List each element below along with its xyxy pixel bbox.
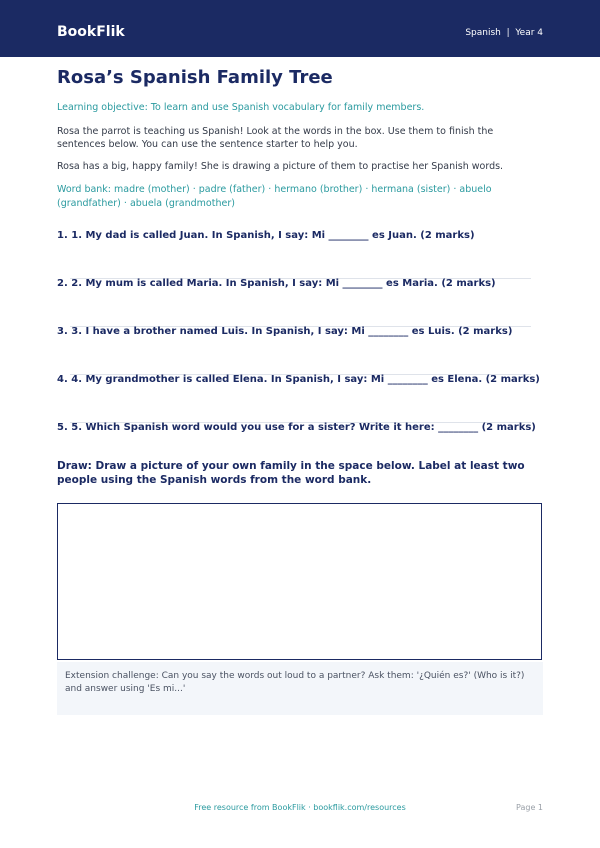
intro-paragraph: Rosa has a big, happy family! She is drawing a picture of them to practise her Spanish words.: [57, 161, 504, 172]
question-2: 2. 2. My mum is called Maria. In Spanish, I say: Mi ________ es Maria. (2 marks): [57, 278, 496, 289]
question-5: 5. 5. Which Spanish word would you use for a sister? Write it here: ________ (2 marks): [57, 422, 536, 433]
footer-credit: Free resource from BookFlik · bookflik.com/resources: [194, 803, 406, 812]
question-4: 4. 4. My grandmother is called Elena. In Spanish, I say: Mi ________ es Elena. (2 marks): [57, 374, 540, 385]
page-title: Rosa’s Spanish Family Tree: [57, 67, 333, 88]
page-number: Page 1: [516, 803, 543, 812]
word-bank: Word bank: madre (mother) · padre (father) · hermano (brother) · hermana (sister) · abuelo (grandfather) · abuela (grandmother): [57, 184, 492, 209]
draw-task: Draw: Draw a picture of your own family in the space below. Label at least two people using the Spanish words from the word bank.: [57, 460, 525, 486]
subject-year-label: Spanish | Year 4: [465, 28, 543, 38]
intro-paragraph: Rosa the parrot is teaching us Spanish! Look at the words in the box. Use them to finish the sentences below. You can use the sentence starter to help you.: [57, 126, 494, 150]
question-3: 3. 3. I have a brother named Luis. In Spanish, I say: Mi ________ es Luis. (2 marks): [57, 326, 513, 337]
drawing-box[interactable]: [57, 503, 542, 660]
learning-objective: Learning objective: To learn and use Spanish vocabulary for family members.: [57, 102, 425, 113]
extension-challenge: Extension challenge: Can you say the words out loud to a partner? Ask them: '¿Quién es?' (Who is it?) and answer using 'Es mi...': [57, 662, 543, 715]
brand-logo: BookFlik: [57, 24, 125, 40]
header-bar: [0, 0, 600, 57]
question-1: 1. 1. My dad is called Juan. In Spanish, I say: Mi ________ es Juan. (2 marks): [57, 230, 475, 241]
